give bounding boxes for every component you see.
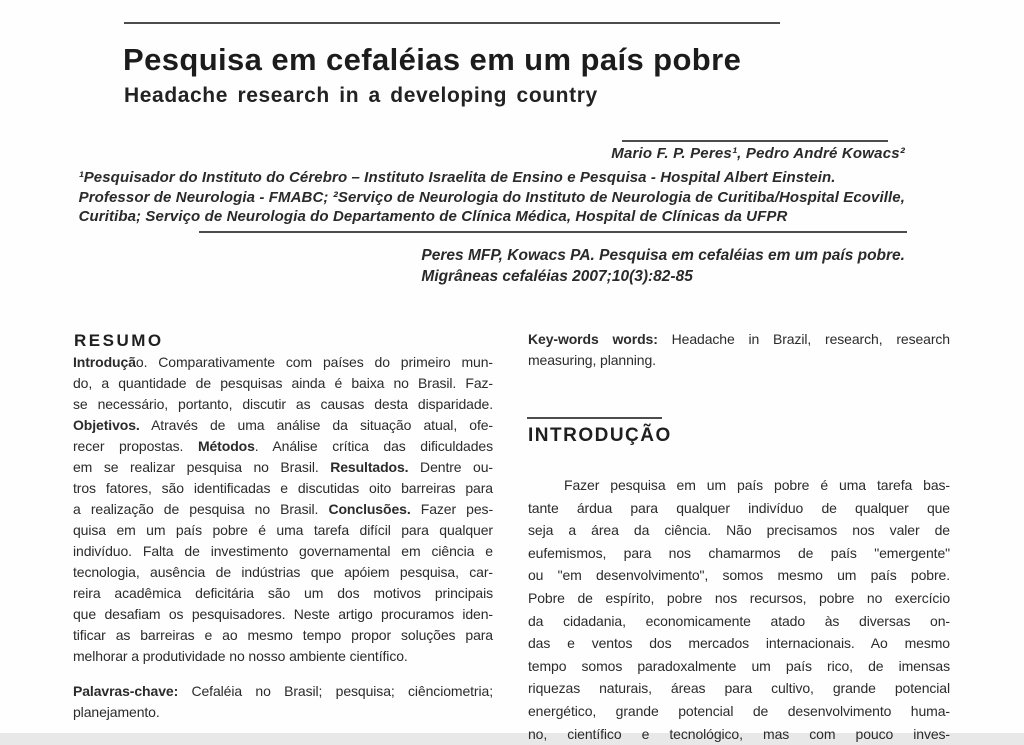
text-line: Palavras-chave: Cefaléia no Brasil; pesquisa; ciênciometria; — [73, 683, 493, 699]
text-line: Introdução. Comparativamente com países do primeiro mun- — [73, 354, 493, 370]
text-line: indivíduo. Falta de investimento governamental em ciência e — [73, 543, 493, 559]
introducao-heading: INTRODUÇÃO — [528, 425, 672, 446]
text-line: do, a quantidade de pesquisas ainda é baixa no Brasil. Faz- — [73, 375, 493, 391]
text-line: Curitiba; Serviço de Neurologia do Departamento de Clínica Médica, Hospital de Clínicas da UFPR — [78, 208, 788, 225]
text-line: energético, grande potencial de desenvolvimento huma- — [528, 702, 950, 719]
text-line: ¹Pesquisador do Instituto do Cérebro – Instituto Israelita de Ensino e Pesquisa - Hospital Albert Einstein. — [78, 169, 836, 186]
text-line: da cidadania, economicamente atado às diversas on- — [528, 612, 950, 629]
text-line: tros fatores, são identificadas e discutidas oito barreiras para — [73, 480, 493, 496]
text-line: recer propostas. Métodos. Análise crítica das dificuldades — [73, 438, 493, 454]
text-line: reira acadêmica deficitária são um dos motivos principais — [73, 585, 493, 601]
text-line: tante árdua para qualquer indivíduo de qualquer que — [528, 499, 950, 516]
text-line: a realização de pesquisa no Brasil. Conclusões. Fazer pes- — [73, 501, 494, 517]
introducao-text — [528, 474, 950, 745]
keywords-text — [528, 329, 950, 371]
text-line: measuring, planning. — [528, 352, 656, 368]
abstract-text — [73, 352, 493, 667]
text-line: Peres MFP, Kowacs PA. Pesquisa em cefaléias em um país pobre. — [421, 247, 905, 264]
affiliations-rule — [199, 231, 907, 233]
text-line: eufemismos, para nos chamarmos de país "emergente" — [528, 544, 950, 561]
text-line: melhorar a produtividade no nosso ambiente científico. — [73, 648, 408, 664]
text-line: seja a área da ciência. Não precisamos nos valer de — [528, 522, 950, 539]
text-line: Fazer pesquisa em um país pobre é uma tarefa bas- — [564, 477, 950, 493]
text-line: Key-words words: Headache in Brazil, research, research — [528, 331, 950, 347]
article-subtitle: Headache research in a developing country — [124, 84, 598, 107]
affiliations-block — [79, 168, 905, 227]
text-line: que desafiam os pesquisadores. Neste artigo procuramos iden- — [73, 606, 493, 622]
text-line: Professor de Neurologia - FMABC; ²Serviço de Neurologia do Instituto de Neurologia de Curitiba/Hospital Ecoville, — [78, 188, 905, 206]
authors-line: Mario F. P. Peres¹, Pedro André Kowacs² — [611, 145, 905, 162]
text-line: riquezas naturais, áreas para cultivo, grande potencial — [528, 680, 950, 697]
text-line: Objetivos. Através de uma análise da situação atual, ofe- — [73, 417, 493, 433]
text-line: ou "em desenvolvimento", somos mesmo um país pobre. — [528, 567, 950, 584]
text-line: planejamento. — [73, 704, 160, 720]
text-line: em se realizar pesquisa no Brasil. Resultados. Dentre ou- — [73, 459, 493, 475]
introducao-rule — [527, 417, 662, 419]
text-line: Pobre de espírito, pobre nos recursos, pobre no exercício — [528, 589, 950, 606]
text-line: tificar as barreiras e ao mesmo tempo propor soluções para — [73, 627, 493, 643]
text-line: quisa em um país pobre é uma tarefa difícil para qualquer — [73, 522, 493, 538]
text-line: tecnologia, ausência de indústrias que apóiem pesquisa, car- — [73, 564, 493, 580]
text-line: se necessário, portanto, discutir as causas desta disparidade. — [73, 396, 493, 412]
top-rule — [124, 22, 780, 24]
article-title: Pesquisa em cefaléias em um país pobre — [123, 42, 742, 77]
resumo-heading: RESUMO — [74, 331, 164, 350]
text-line: no, científico e tecnológico, mas com pouco inves- — [528, 725, 950, 742]
text-line: tempo somos paradoxalmente um país rico, de imensas — [528, 657, 950, 674]
authors-rule — [622, 140, 888, 142]
text-line: Migrâneas cefaléias 2007;10(3):82-85 — [421, 267, 693, 285]
palavras-chave-text — [73, 681, 493, 723]
text-line: das e ventos dos mercados internacionais. Ao mesmo — [528, 635, 950, 652]
citation-block — [421, 246, 905, 287]
